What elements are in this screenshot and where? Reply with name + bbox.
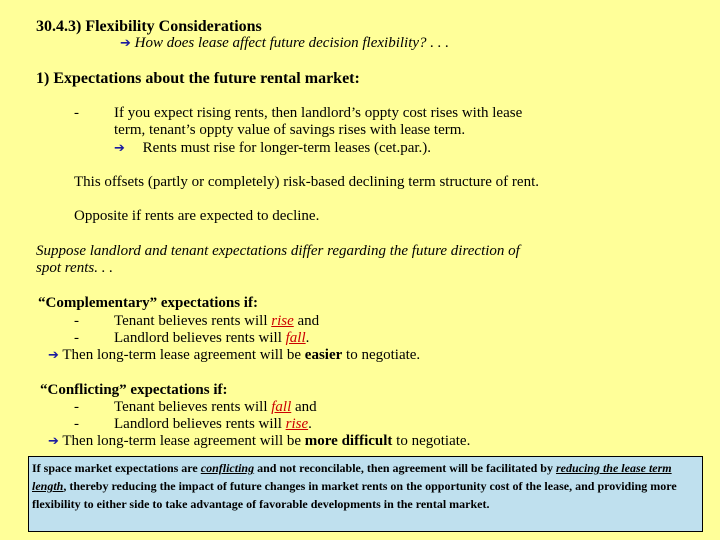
opposite-text: Opposite if rents are expected to decline.: [74, 208, 320, 224]
right-arrow-icon: ➔: [48, 434, 59, 449]
bullet-line-1: If you expect rising rents, then landlord’s oppty cost rises with lease: [114, 105, 523, 121]
landlord-word: rise: [285, 416, 309, 432]
conclusion-note-box: [28, 456, 703, 532]
result-pre: Then long-term lease agreement will be: [62, 433, 305, 449]
result-post: to negotiate.: [342, 347, 421, 363]
complementary-result: [48, 347, 420, 364]
subtitle: [120, 35, 449, 52]
conflicting-heading: “Conflicting” expectations if:: [40, 382, 228, 398]
conflicting-landlord: [114, 416, 312, 433]
bullet-line-2: term, tenant’s oppty value of savings rises with lease term.: [114, 122, 466, 138]
tenant-post: and: [293, 313, 320, 329]
right-arrow-icon: ➔: [114, 141, 125, 156]
tenant-pre: Tenant believes rents will: [114, 313, 272, 329]
note-underline-conflicting: conflicting: [200, 461, 255, 475]
note-part-1: If space market expectations are: [32, 461, 201, 475]
landlord-post: .: [305, 330, 310, 346]
section-heading-expectations: 1) Expectations about the future rental market:: [36, 70, 360, 87]
landlord-word: fall: [285, 330, 306, 346]
tenant-post: and: [291, 399, 317, 415]
complementary-dash-1: -: [74, 313, 79, 329]
suppose-line-1: Suppose landlord and tenant expectations differ regarding the future direction of: [36, 243, 520, 259]
tenant-word: fall: [271, 399, 292, 415]
result-word: easier: [304, 347, 343, 363]
landlord-pre: Landlord believes rents will: [114, 330, 286, 346]
arrow-line: [114, 140, 431, 157]
result-word: more difficult: [304, 433, 393, 449]
offsets-text: This offsets (partly or completely) risk-based declining term structure of rent.: [74, 174, 539, 190]
bullet-dash: -: [74, 105, 79, 121]
right-arrow-icon: ➔: [48, 348, 59, 363]
page-title: 30.4.3) Flexibility Considerations: [36, 18, 262, 35]
tenant-pre: Tenant believes rents will: [114, 399, 272, 415]
complementary-landlord: [114, 330, 309, 347]
conflicting-dash-2: -: [74, 416, 79, 432]
tenant-word: rise: [271, 313, 294, 329]
landlord-pre: Landlord believes rents will: [114, 416, 286, 432]
note-part-3: , thereby reducing the impact of future changes in market rents on the opportunity cost of the lease, and providing more flexibility to either side to take advantage of favorable developments in the rental market.: [32, 479, 677, 511]
complementary-dash-2: -: [74, 330, 79, 346]
complementary-tenant: [114, 313, 319, 330]
arrow-line-text: Rents must rise for longer-term leases (cet.par.).: [142, 140, 432, 156]
conflicting-result: [48, 433, 470, 450]
result-post: to negotiate.: [392, 433, 471, 449]
result-pre: Then long-term lease agreement will be: [62, 347, 305, 363]
note-part-2: and not reconcilable, then agreement will be facilitated by: [254, 461, 556, 475]
suppose-line-2: spot rents. . .: [36, 260, 113, 276]
note-underline-reducing: reducing the lease term length: [32, 461, 672, 493]
conflicting-tenant: [114, 399, 317, 416]
complementary-heading: “Complementary” expectations if:: [38, 295, 258, 311]
conflicting-dash-1: -: [74, 399, 79, 415]
subtitle-text: How does lease affect future decision flexibility? . . .: [134, 35, 450, 51]
landlord-post: .: [308, 416, 312, 432]
right-arrow-icon: ➔: [120, 36, 131, 51]
